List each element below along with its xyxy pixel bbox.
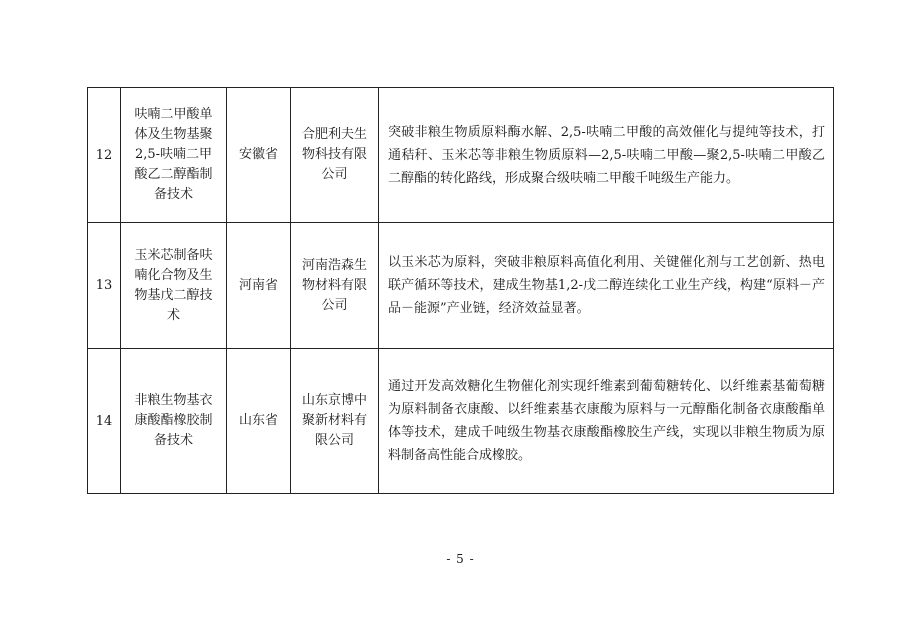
technology-description: 突破非粮生物质原料酶水解、2,5-呋喃二甲酸的高效催化与提纯等技术，打通秸秆、玉米芯等非粮生物质原料—2,5-呋喃二甲酸—聚2,5-呋喃二甲酸乙二醇酯的转化路线，形成聚合级呋喃二甲酸千吨级生产能力。 [379,88,834,223]
page-number: - 5 - [446,552,475,566]
province: 山东省 [227,349,291,494]
technology-name: 非粮生物基衣康酸酯橡胶制备技术 [121,349,227,494]
province: 安徽省 [227,88,291,223]
row-number: 12 [88,88,121,223]
technology-description: 以玉米芯为原料，突破非粮原料高值化利用、关键催化剂与工艺创新、热电联产循环等技术，建成生物基1,2-戊二醇连续化工业生产线，构建“原料－产品－能源”产业链，经济效益显著。 [379,223,834,349]
technology-name: 呋喃二甲酸单体及生物基聚2,5-呋喃二甲酸乙二醇酯制备技术 [121,88,227,223]
technology-table [87,87,834,494]
table-row [88,349,834,494]
table-row [88,223,834,349]
row-number: 13 [88,223,121,349]
technology-name: 玉米芯制备呋喃化合物及生物基戊二醇技术 [121,223,227,349]
company-name: 合肥利夫生物科技有限公司 [291,88,379,223]
company-name: 河南浩森生物材料有限公司 [291,223,379,349]
company-name: 山东京博中聚新材料有限公司 [291,349,379,494]
province: 河南省 [227,223,291,349]
table-row [88,88,834,223]
technology-description: 通过开发高效糖化生物催化剂实现纤维素到葡萄糖转化、以纤维素基葡萄糖为原料制备衣康酸、以纤维素基衣康酸为原料与一元醇酯化制备衣康酸酯单体等技术，建成千吨级生物基衣康酸酯橡胶生产线，实现以非粮生物质为原料制备高性能合成橡胶。 [379,349,834,494]
row-number: 14 [88,349,121,494]
